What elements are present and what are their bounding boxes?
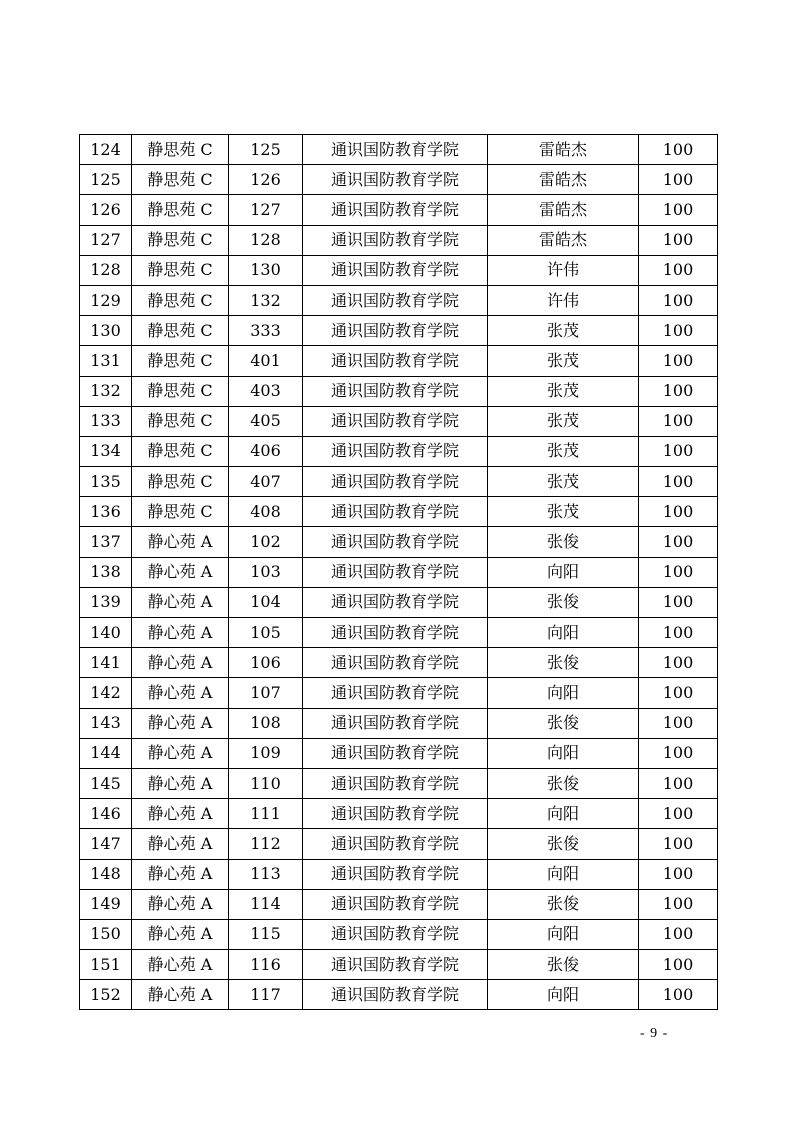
seq-cell: 133	[80, 406, 132, 436]
page-number: - 9 -	[640, 1026, 669, 1041]
score-cell: 100	[639, 618, 718, 648]
room-cell: 126	[229, 165, 303, 195]
building-cell: 静思苑 C	[132, 285, 229, 315]
score-cell: 100	[639, 195, 718, 225]
building-cell: 静心苑 A	[132, 708, 229, 738]
building-cell: 静思苑 C	[132, 346, 229, 376]
building-cell: 静心苑 A	[132, 950, 229, 980]
seq-cell: 138	[80, 557, 132, 587]
score-cell: 100	[639, 497, 718, 527]
counselor-cell: 雷皓杰	[488, 165, 639, 195]
seq-cell: 134	[80, 436, 132, 466]
room-cell: 104	[229, 587, 303, 617]
counselor-cell: 张俊	[488, 829, 639, 859]
room-cell: 110	[229, 768, 303, 798]
building-cell: 静思苑 C	[132, 436, 229, 466]
score-cell: 100	[639, 406, 718, 436]
room-cell: 116	[229, 950, 303, 980]
room-cell: 333	[229, 316, 303, 346]
college-cell: 通识国防教育学院	[303, 919, 488, 949]
seq-cell: 140	[80, 618, 132, 648]
college-cell: 通识国防教育学院	[303, 678, 488, 708]
building-cell: 静思苑 C	[132, 497, 229, 527]
counselor-cell: 张茂	[488, 406, 639, 436]
counselor-cell: 向阳	[488, 980, 639, 1010]
counselor-cell: 张俊	[488, 708, 639, 738]
table-row	[80, 135, 718, 165]
counselor-cell: 张茂	[488, 497, 639, 527]
counselor-cell: 雷皓杰	[488, 225, 639, 255]
table-row	[80, 618, 718, 648]
table-row	[80, 889, 718, 919]
room-cell: 127	[229, 195, 303, 225]
room-cell: 130	[229, 255, 303, 285]
score-cell: 100	[639, 467, 718, 497]
table-row	[80, 225, 718, 255]
score-cell: 100	[639, 678, 718, 708]
room-cell: 106	[229, 648, 303, 678]
score-cell: 100	[639, 255, 718, 285]
room-cell: 102	[229, 527, 303, 557]
room-cell: 108	[229, 708, 303, 738]
seq-cell: 135	[80, 467, 132, 497]
score-cell: 100	[639, 557, 718, 587]
building-cell: 静心苑 A	[132, 859, 229, 889]
building-cell: 静思苑 C	[132, 467, 229, 497]
counselor-cell: 向阳	[488, 859, 639, 889]
score-cell: 100	[639, 225, 718, 255]
table-row	[80, 768, 718, 798]
counselor-cell: 张茂	[488, 346, 639, 376]
college-cell: 通识国防教育学院	[303, 738, 488, 768]
building-cell: 静心苑 A	[132, 527, 229, 557]
college-cell: 通识国防教育学院	[303, 799, 488, 829]
seq-cell: 152	[80, 980, 132, 1010]
counselor-cell: 张俊	[488, 950, 639, 980]
college-cell: 通识国防教育学院	[303, 980, 488, 1010]
college-cell: 通识国防教育学院	[303, 889, 488, 919]
table-row	[80, 859, 718, 889]
college-cell: 通识国防教育学院	[303, 285, 488, 315]
room-cell: 125	[229, 135, 303, 165]
table-row	[80, 376, 718, 406]
seq-cell: 142	[80, 678, 132, 708]
room-cell: 117	[229, 980, 303, 1010]
table-row	[80, 799, 718, 829]
building-cell: 静思苑 C	[132, 225, 229, 255]
score-cell: 100	[639, 799, 718, 829]
score-cell: 100	[639, 648, 718, 678]
college-cell: 通识国防教育学院	[303, 165, 488, 195]
building-cell: 静心苑 A	[132, 618, 229, 648]
seq-cell: 148	[80, 859, 132, 889]
table-row	[80, 678, 718, 708]
score-cell: 100	[639, 829, 718, 859]
room-cell: 115	[229, 919, 303, 949]
seq-cell: 130	[80, 316, 132, 346]
seq-cell: 124	[80, 135, 132, 165]
table-row	[80, 195, 718, 225]
table-row	[80, 738, 718, 768]
table-row	[80, 316, 718, 346]
seq-cell: 150	[80, 919, 132, 949]
building-cell: 静心苑 A	[132, 799, 229, 829]
seq-cell: 128	[80, 255, 132, 285]
counselor-cell: 张俊	[488, 889, 639, 919]
score-cell: 100	[639, 346, 718, 376]
college-cell: 通识国防教育学院	[303, 135, 488, 165]
building-cell: 静心苑 A	[132, 678, 229, 708]
college-cell: 通识国防教育学院	[303, 708, 488, 738]
seq-cell: 151	[80, 950, 132, 980]
college-cell: 通识国防教育学院	[303, 648, 488, 678]
table-row	[80, 436, 718, 466]
seq-cell: 136	[80, 497, 132, 527]
room-cell: 406	[229, 436, 303, 466]
seq-cell: 137	[80, 527, 132, 557]
counselor-cell: 雷皓杰	[488, 135, 639, 165]
building-cell: 静思苑 C	[132, 376, 229, 406]
counselor-cell: 张俊	[488, 768, 639, 798]
seq-cell: 144	[80, 738, 132, 768]
college-cell: 通识国防教育学院	[303, 195, 488, 225]
table-row	[80, 980, 718, 1010]
college-cell: 通识国防教育学院	[303, 587, 488, 617]
building-cell: 静思苑 C	[132, 316, 229, 346]
table-body	[80, 135, 718, 1010]
building-cell: 静思苑 C	[132, 406, 229, 436]
college-cell: 通识国防教育学院	[303, 859, 488, 889]
score-cell: 100	[639, 135, 718, 165]
room-cell: 113	[229, 859, 303, 889]
table-row	[80, 648, 718, 678]
table-row	[80, 467, 718, 497]
room-cell: 103	[229, 557, 303, 587]
score-cell: 100	[639, 708, 718, 738]
score-cell: 100	[639, 980, 718, 1010]
score-cell: 100	[639, 950, 718, 980]
room-cell: 403	[229, 376, 303, 406]
counselor-cell: 向阳	[488, 618, 639, 648]
score-cell: 100	[639, 316, 718, 346]
score-cell: 100	[639, 919, 718, 949]
score-cell: 100	[639, 738, 718, 768]
building-cell: 静心苑 A	[132, 889, 229, 919]
room-cell: 408	[229, 497, 303, 527]
building-cell: 静心苑 A	[132, 768, 229, 798]
room-cell: 405	[229, 406, 303, 436]
table-row	[80, 950, 718, 980]
college-cell: 通识国防教育学院	[303, 376, 488, 406]
college-cell: 通识国防教育学院	[303, 618, 488, 648]
table-row	[80, 829, 718, 859]
college-cell: 通识国防教育学院	[303, 436, 488, 466]
table-row	[80, 708, 718, 738]
room-cell: 109	[229, 738, 303, 768]
building-cell: 静心苑 A	[132, 980, 229, 1010]
seq-cell: 143	[80, 708, 132, 738]
building-cell: 静思苑 C	[132, 165, 229, 195]
seq-cell: 141	[80, 648, 132, 678]
seq-cell: 129	[80, 285, 132, 315]
college-cell: 通识国防教育学院	[303, 497, 488, 527]
score-cell: 100	[639, 587, 718, 617]
room-cell: 114	[229, 889, 303, 919]
room-cell: 105	[229, 618, 303, 648]
seq-cell: 146	[80, 799, 132, 829]
college-cell: 通识国防教育学院	[303, 346, 488, 376]
counselor-cell: 张茂	[488, 316, 639, 346]
seq-cell: 127	[80, 225, 132, 255]
counselor-cell: 向阳	[488, 738, 639, 768]
table-row	[80, 285, 718, 315]
table-row	[80, 255, 718, 285]
table-row	[80, 406, 718, 436]
counselor-cell: 张俊	[488, 648, 639, 678]
score-cell: 100	[639, 889, 718, 919]
college-cell: 通识国防教育学院	[303, 467, 488, 497]
building-cell: 静心苑 A	[132, 648, 229, 678]
score-cell: 100	[639, 165, 718, 195]
table-row	[80, 557, 718, 587]
college-cell: 通识国防教育学院	[303, 406, 488, 436]
score-cell: 100	[639, 859, 718, 889]
college-cell: 通识国防教育学院	[303, 527, 488, 557]
seq-cell: 132	[80, 376, 132, 406]
college-cell: 通识国防教育学院	[303, 557, 488, 587]
college-cell: 通识国防教育学院	[303, 829, 488, 859]
counselor-cell: 雷皓杰	[488, 195, 639, 225]
seq-cell: 147	[80, 829, 132, 859]
table-row	[80, 165, 718, 195]
college-cell: 通识国防教育学院	[303, 768, 488, 798]
table-row	[80, 346, 718, 376]
room-cell: 132	[229, 285, 303, 315]
college-cell: 通识国防教育学院	[303, 225, 488, 255]
seq-cell: 131	[80, 346, 132, 376]
counselor-cell: 张茂	[488, 376, 639, 406]
college-cell: 通识国防教育学院	[303, 255, 488, 285]
building-cell: 静心苑 A	[132, 738, 229, 768]
counselor-cell: 张茂	[488, 436, 639, 466]
score-cell: 100	[639, 436, 718, 466]
table-row	[80, 497, 718, 527]
college-cell: 通识国防教育学院	[303, 950, 488, 980]
building-cell: 静心苑 A	[132, 557, 229, 587]
counselor-cell: 向阳	[488, 799, 639, 829]
college-cell: 通识国防教育学院	[303, 316, 488, 346]
counselor-cell: 向阳	[488, 678, 639, 708]
score-cell: 100	[639, 527, 718, 557]
building-cell: 静思苑 C	[132, 135, 229, 165]
building-cell: 静心苑 A	[132, 829, 229, 859]
building-cell: 静心苑 A	[132, 587, 229, 617]
counselor-cell: 张茂	[488, 467, 639, 497]
table-row	[80, 587, 718, 617]
counselor-cell: 向阳	[488, 557, 639, 587]
room-cell: 128	[229, 225, 303, 255]
room-cell: 407	[229, 467, 303, 497]
seq-cell: 126	[80, 195, 132, 225]
building-cell: 静思苑 C	[132, 195, 229, 225]
score-cell: 100	[639, 376, 718, 406]
score-cell: 100	[639, 285, 718, 315]
room-cell: 401	[229, 346, 303, 376]
counselor-cell: 张俊	[488, 587, 639, 617]
room-cell: 111	[229, 799, 303, 829]
room-cell: 112	[229, 829, 303, 859]
seq-cell: 149	[80, 889, 132, 919]
score-cell: 100	[639, 768, 718, 798]
room-table	[79, 134, 718, 1010]
building-cell: 静心苑 A	[132, 919, 229, 949]
counselor-cell: 向阳	[488, 919, 639, 949]
seq-cell: 145	[80, 768, 132, 798]
room-cell: 107	[229, 678, 303, 708]
building-cell: 静思苑 C	[132, 255, 229, 285]
table-row	[80, 527, 718, 557]
counselor-cell: 张俊	[488, 527, 639, 557]
table-row	[80, 919, 718, 949]
counselor-cell: 许伟	[488, 285, 639, 315]
seq-cell: 139	[80, 587, 132, 617]
seq-cell: 125	[80, 165, 132, 195]
counselor-cell: 许伟	[488, 255, 639, 285]
